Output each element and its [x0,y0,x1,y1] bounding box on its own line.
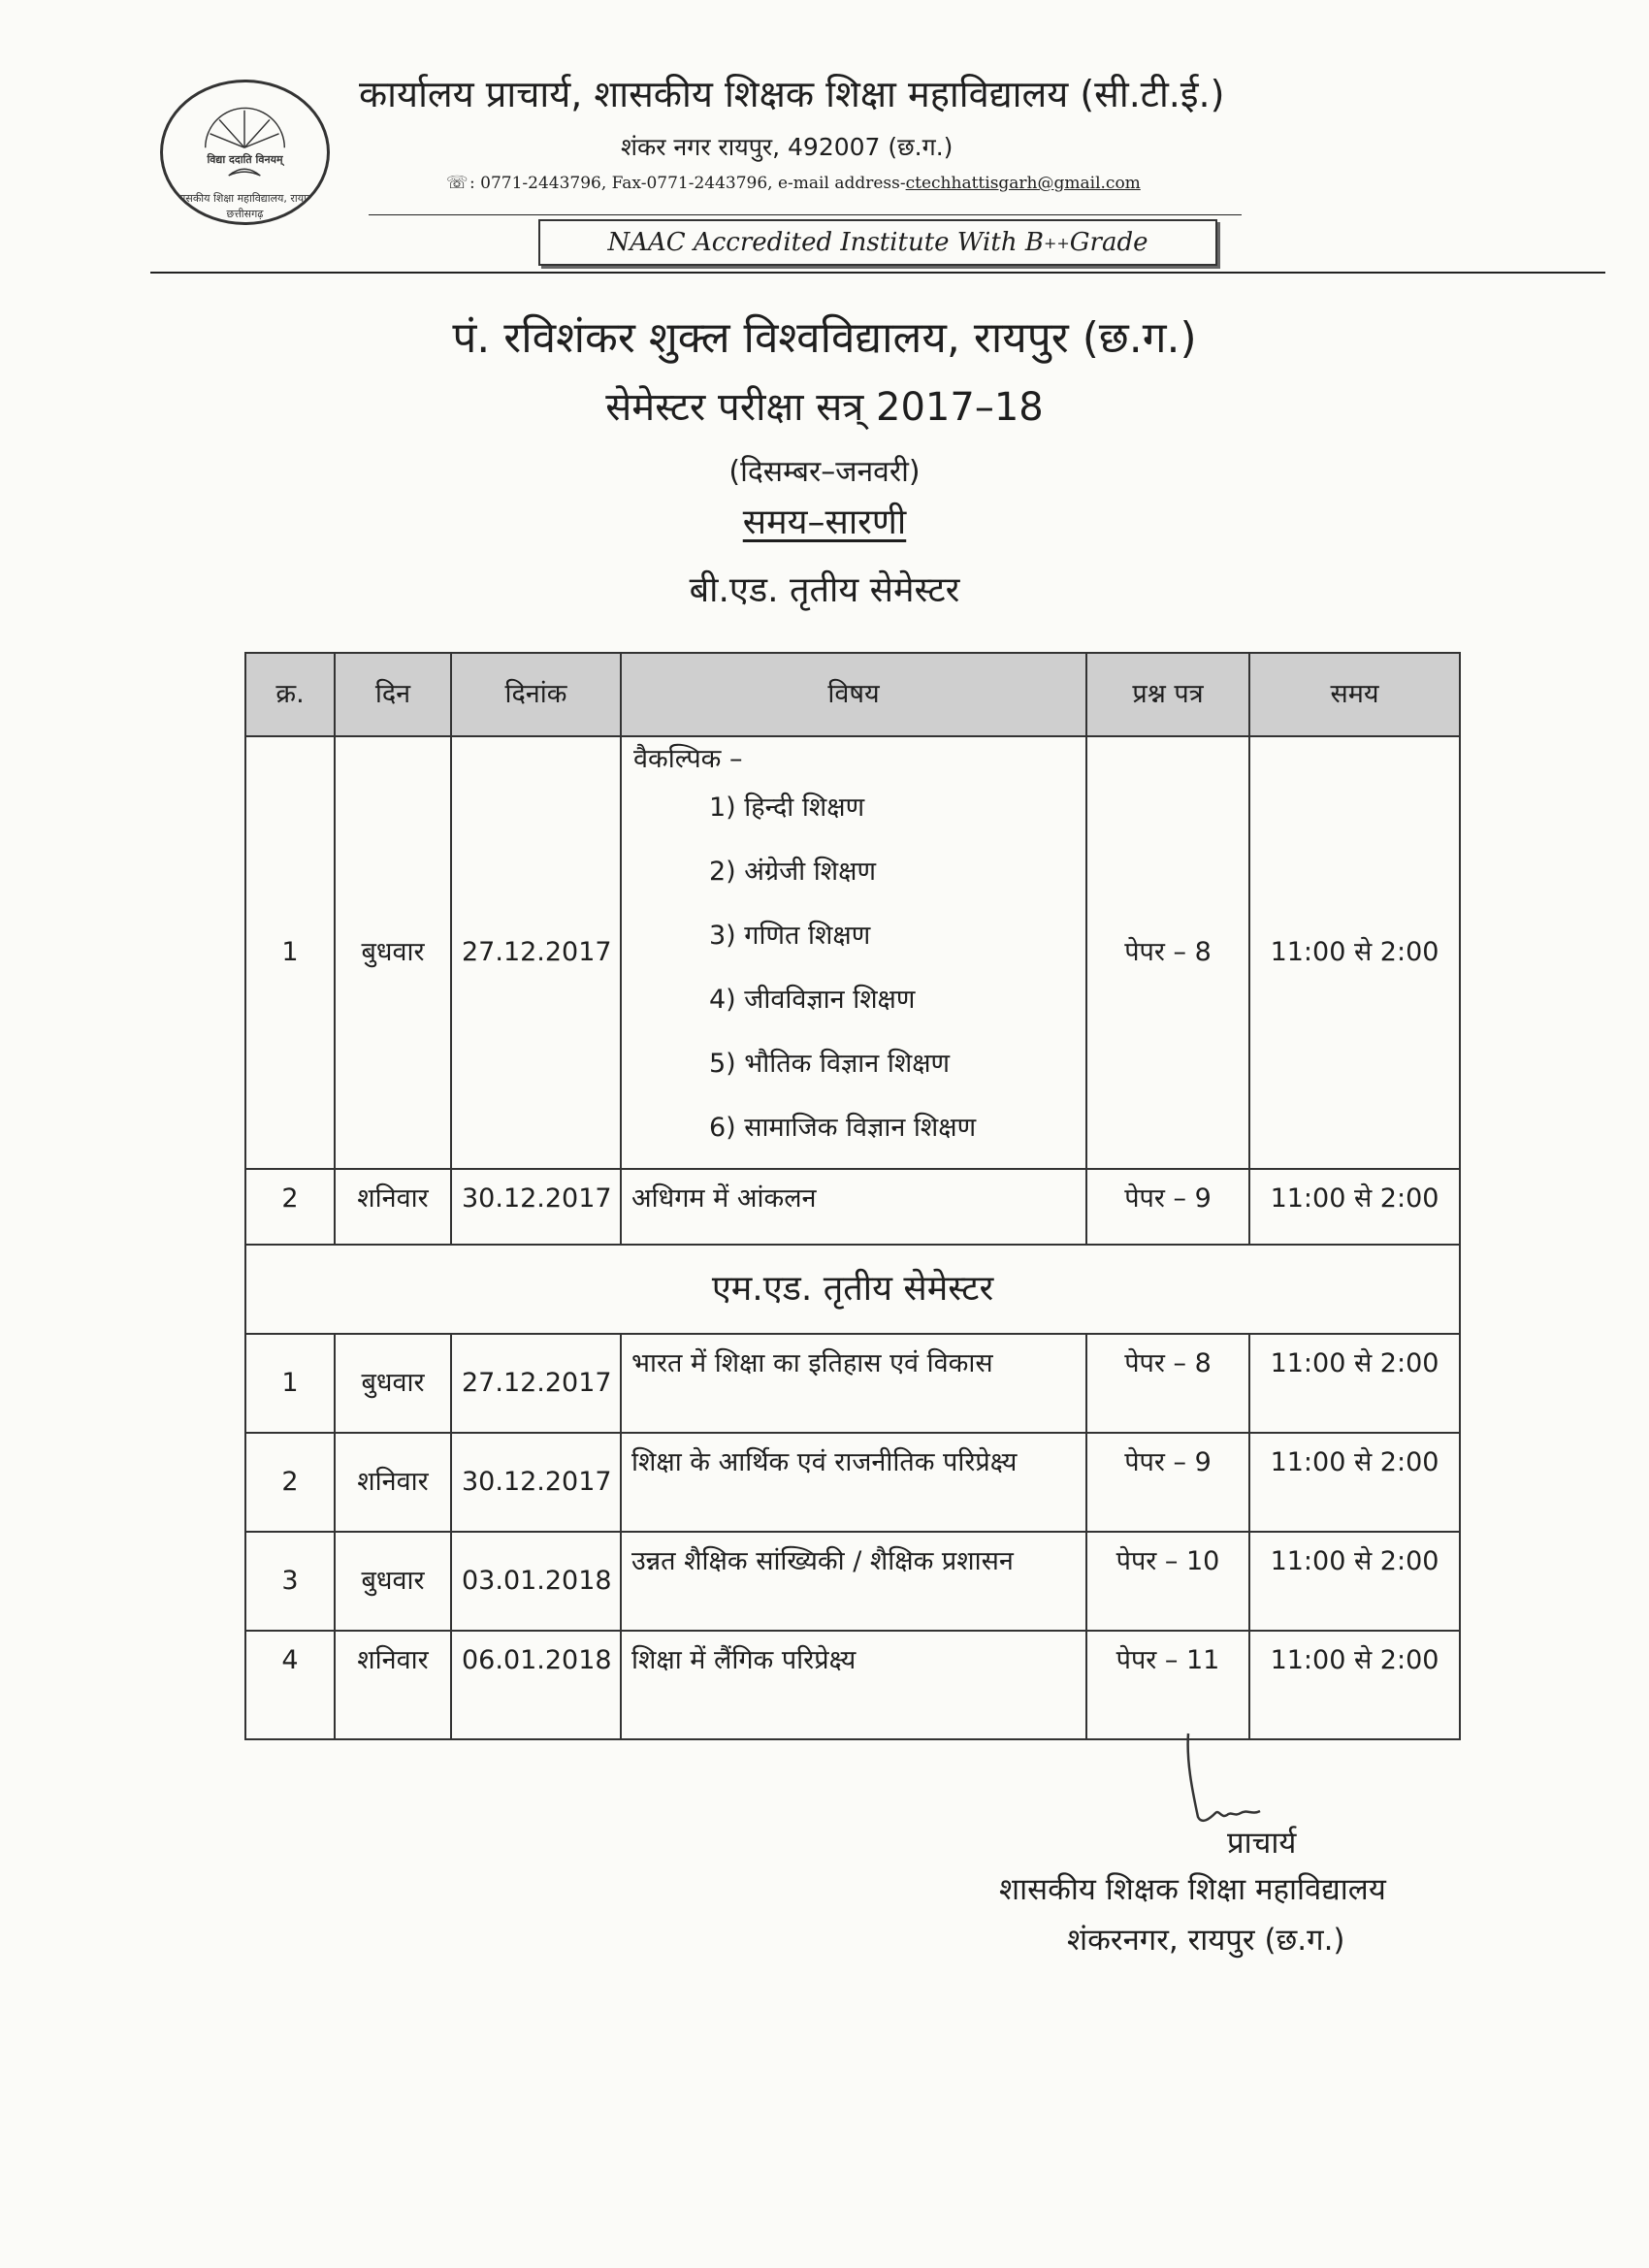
contact-text: : 0771-2443796, Fax-0771-2443796, e-mail address- [469,174,906,193]
cell-number: 2 [245,1169,335,1245]
phone-icon: ☏ [446,173,469,193]
logo-motto: विद्या ददाति विनयम् [207,153,283,166]
exam-timetable [244,652,1461,1740]
cell-date: 06.01.2018 [451,1631,621,1739]
cell-number: 1 [245,1334,335,1433]
table-header-row [245,653,1460,736]
logo-place: छत्तीसगढ़ [226,208,264,220]
cell-subject [621,736,1086,1169]
col-header-time: समय [1249,653,1460,736]
cell-paper: पेपर – 9 [1086,1433,1249,1532]
signatory-place: शंकरनगर, रायपुर (छ.ग.) [1067,1923,1345,1958]
optional-subject-item: 2) अंग्रेजी शिक्षण [709,857,876,887]
cell-day: बुधवार [335,1532,451,1631]
cell-subject: भारत में शिक्षा का इतिहास एवं विकास [621,1334,1086,1433]
naac-text: NAAC Accredited Institute With B [607,228,1044,257]
optional-subject-item: 6) सामाजिक विज्ञान शिक्षण [709,1113,977,1143]
cell-day: बुधवार [335,1334,451,1433]
naac-grade-sup: ++ [1043,233,1070,252]
office-contact [446,173,1141,193]
cell-time: 11:00 से 2:00 [1249,736,1460,1169]
col-header-date: दिनांक [451,653,621,736]
cell-date: 03.01.2018 [451,1532,621,1631]
logo-name: शासकीय शिक्षा महाविद्यालय, रायपुर [176,192,314,205]
cell-subject: शिक्षा में लैंगिक परिप्रेक्ष्य [621,1631,1086,1739]
cell-day: शनिवार [335,1631,451,1739]
cell-subject: उन्नत शैक्षिक सांख्यिकी / शैक्षिक प्रशासन [621,1532,1086,1631]
table-row [245,1433,1460,1532]
cell-paper: पेपर – 9 [1086,1169,1249,1245]
office-title: कार्यालय प्राचार्य, शासकीय शिक्षक शिक्षा महाविद्यालय (सी.टी.ई.) [359,73,1225,115]
cell-paper: पेपर – 10 [1086,1532,1249,1631]
exam-session-title: सेमेस्टर परीक्षा सत्र् 2017–18 [605,385,1044,430]
col-header-paper: प्रश्न पत्र [1086,653,1249,736]
cell-subject: अधिगम में आंकलन [621,1169,1086,1245]
cell-day: शनिवार [335,1433,451,1532]
cell-day: बुधवार [335,736,451,1169]
table-row [245,1532,1460,1631]
cell-number: 2 [245,1433,335,1532]
cell-subject: शिक्षा के आर्थिक एवं राजनीतिक परिप्रेक्ष्य [621,1433,1086,1532]
cell-time: 11:00 से 2:00 [1249,1433,1460,1532]
med-semester-title: एम.एड. तृतीय सेमेस्टर [245,1245,1460,1334]
optional-subject-item: 4) जीवविज्ञान शिक्षण [709,985,916,1015]
col-header-day: दिन [335,653,451,736]
cell-number: 1 [245,736,335,1169]
signatory-title: प्राचार्य [1227,1826,1297,1861]
table-row [245,1169,1460,1245]
cell-time: 11:00 से 2:00 [1249,1631,1460,1739]
optional-subject-heading: वैकल्पिक – [633,744,743,774]
cell-day: शनिवार [335,1169,451,1245]
cell-time: 11:00 से 2:00 [1249,1532,1460,1631]
table-row [245,1334,1460,1433]
office-address: शंकर नगर रायपुर, 492007 (छ.ग.) [621,133,954,161]
table-row [245,1631,1460,1739]
optional-subject-item: 1) हिन्दी शिक्षण [709,793,865,823]
college-logo [160,80,330,225]
bed-semester-title: बी.एड. तृतीय सेमेस्टर [689,570,960,610]
cell-date: 30.12.2017 [451,1433,621,1532]
timetable-heading-text: समय–सारणी [742,502,907,542]
header-divider [369,214,1242,215]
optional-subject-item: 3) गणित शिक्षण [709,921,871,951]
university-title: पं. रविशंकर शुक्ल विश्वविद्यालय, रायपुर (छ.ग.) [452,313,1197,363]
cell-number: 3 [245,1532,335,1631]
optional-subject-item: 5) भौतिक विज्ञान शिक्षण [709,1049,951,1079]
cell-number: 4 [245,1631,335,1739]
signatory-college: शासकीय शिक्षक शिक्षा महाविद्यालय [999,1872,1386,1907]
cell-paper: पेपर – 11 [1086,1631,1249,1739]
letterhead-rule [150,272,1605,274]
med-section-row [245,1245,1460,1334]
cell-date: 27.12.2017 [451,1334,621,1433]
email-link[interactable]: ctechhattisgarh@gmail.com [905,174,1141,193]
naac-grade: Grade [1069,228,1148,257]
col-header-subject: विषय [621,653,1086,736]
table-row [245,736,1460,1169]
cell-date: 30.12.2017 [451,1169,621,1245]
col-header-number: क्र. [245,653,335,736]
naac-banner [538,219,1217,266]
cell-time: 11:00 से 2:00 [1249,1169,1460,1245]
timetable-heading [0,497,1649,544]
cell-time: 11:00 से 2:00 [1249,1334,1460,1433]
cell-paper: पेपर – 8 [1086,1334,1249,1433]
cell-paper: पेपर – 8 [1086,736,1249,1169]
cell-date: 27.12.2017 [451,736,621,1169]
exam-months: (दिसम्बर–जनवरी) [728,455,921,489]
